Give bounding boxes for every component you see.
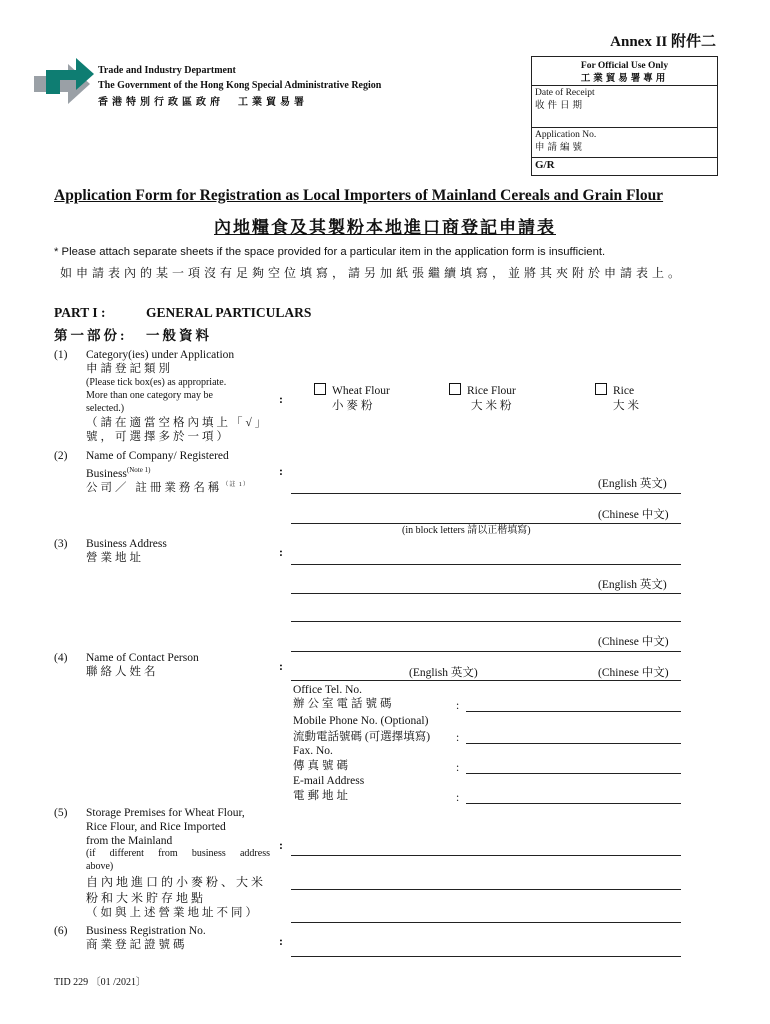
rice-flour-label-zh: 大米粉	[471, 400, 515, 412]
rice-label-zh: 大米	[613, 400, 642, 412]
fax-colon: :	[456, 762, 460, 774]
gr-label: G/R	[535, 159, 555, 171]
dept-name-zh: 香港特別行政區政府 工業貿易署	[98, 97, 308, 108]
item-2-label-en-1: Name of Company/ Registered	[86, 450, 229, 462]
item-6-colon: :	[279, 934, 283, 948]
wheat-flour-checkbox[interactable]	[314, 383, 326, 395]
address-chinese-line-1[interactable]	[291, 621, 681, 622]
item-4-colon: :	[279, 659, 283, 673]
email-colon: :	[456, 792, 460, 804]
part-title-en: GENERAL PARTICULARS	[146, 305, 312, 320]
item-2-zh-sup: （註 1）	[222, 482, 250, 488]
application-no-label-zh: 申請編號	[535, 142, 586, 153]
item-5-label-zh-1: 自內地進口的小麥粉、大米	[86, 875, 267, 889]
storage-premises-line-2[interactable]	[291, 889, 681, 890]
item-1-colon: :	[279, 392, 283, 406]
item-2-colon: :	[279, 464, 283, 478]
item-1-number: (1)	[54, 349, 68, 361]
contact-english-label: (English 英文)	[409, 667, 478, 679]
official-use-box	[531, 56, 718, 176]
storage-premises-line-1[interactable]	[291, 855, 681, 856]
email-label-zh: 電郵地址	[293, 790, 351, 802]
item-2-zh-text: 公司／ 註冊業務名稱	[86, 481, 223, 494]
item-1-label-en: Category(ies) under Application	[86, 349, 235, 361]
rice-flour-option[interactable]	[449, 383, 516, 398]
item-5-hint-2: above)	[86, 861, 114, 872]
office-tel-label-zh: 辦公室電話號碼	[293, 698, 395, 710]
item-3-label-zh: 營業地址	[86, 552, 144, 564]
storage-premises-line-3[interactable]	[291, 922, 681, 923]
address-english-line-2[interactable]	[291, 593, 681, 594]
application-no-label: Application No.	[535, 130, 597, 140]
wheat-flour-label: Wheat Flour	[332, 385, 390, 397]
block-letters-note: (in block letters 請以正楷填寫)	[402, 525, 531, 536]
part-title-zh: 一般資料	[146, 328, 212, 343]
mobile-label-zh: 流動電話號碼 (可選擇填寫)	[293, 731, 431, 743]
item-5-hint-1: (if different from business address	[86, 848, 270, 859]
item-2-note-sup: (Note 1)	[126, 466, 151, 474]
rice-checkbox[interactable]	[595, 383, 607, 395]
form-title-zh: 內地糧食及其製粉本地進口商登記申請表	[214, 218, 556, 237]
item-2-business: Business	[86, 467, 127, 480]
item-5-label-en-2: Rice Flour, and Rice Imported	[86, 821, 226, 833]
business-registration-field[interactable]	[291, 956, 681, 957]
item-1-hint-zh-1: （請在適當空格內填上「√」	[86, 417, 270, 429]
office-tel-colon: :	[456, 700, 460, 712]
wheat-flour-option[interactable]	[314, 383, 390, 398]
office-tel-field[interactable]	[466, 711, 681, 712]
date-of-receipt-label: Date of Receipt	[535, 88, 595, 98]
rice-flour-label: Rice Flour	[467, 385, 516, 397]
attach-sheets-note-en: * Please attach separate sheets if the space provided for a particular item in the application form is insufficient.	[54, 246, 606, 258]
annex-label: Annex II 附件二	[610, 34, 716, 50]
item-1-label-zh: 申請登記類別	[86, 363, 173, 375]
address-chinese-label: (Chinese 中文)	[598, 636, 669, 648]
address-chinese-line-2[interactable]	[291, 651, 681, 652]
email-field[interactable]	[466, 803, 681, 804]
item-3-number: (3)	[54, 538, 68, 550]
item-1-hint-zh-2: 號，可選擇多於一項）	[86, 431, 231, 443]
item-3-label-en: Business Address	[86, 538, 167, 550]
item-5-colon: :	[279, 838, 283, 852]
rice-flour-checkbox[interactable]	[449, 383, 461, 395]
gov-name-en: The Government of the Hong Kong Special Administrative Region	[98, 80, 382, 91]
company-name-english-label: (English 英文)	[598, 478, 667, 490]
contact-chinese-label: (Chinese 中文)	[598, 667, 669, 679]
wheat-flour-label-zh: 小麥粉	[332, 400, 376, 412]
item-1-hint-2: More than one category may be	[86, 390, 213, 401]
attach-sheets-note-zh: 如申請表內的某一項沒有足夠空位填寫，請另加紙張繼續填寫，並將其夾附於申請表上。	[60, 266, 685, 280]
rice-label: Rice	[613, 385, 635, 397]
dept-name-en: Trade and Industry Department	[98, 65, 236, 76]
item-2-number: (2)	[54, 450, 68, 462]
part-label-zh: 第一部份:	[54, 328, 128, 343]
email-label: E-mail Address	[293, 775, 365, 787]
item-1-hint-3: selected.)	[86, 403, 125, 414]
form-code-footer: TID 229 〔01 /2021〕	[54, 977, 146, 988]
item-4-label-en: Name of Contact Person	[86, 652, 199, 664]
official-use-title-zh: 工業貿易署專用	[580, 73, 669, 84]
mobile-colon: :	[456, 732, 460, 744]
office-tel-label: Office Tel. No.	[293, 684, 363, 696]
contact-name-field[interactable]	[291, 680, 681, 681]
fax-field[interactable]	[466, 773, 681, 774]
mobile-field[interactable]	[466, 743, 681, 744]
item-6-label-zh: 商業登記證號碼	[86, 939, 188, 951]
item-5-label-zh-3: （如與上述營業地址不同）	[86, 907, 260, 919]
company-name-english-field[interactable]	[291, 493, 681, 494]
part-label-en: PART I :	[54, 305, 106, 320]
date-of-receipt-label-zh: 收件日期	[535, 100, 586, 111]
fax-label: Fax. No.	[293, 745, 333, 757]
item-1-hint-1: (Please tick box(es) as appropriate.	[86, 377, 227, 388]
item-2-label-zh	[86, 478, 250, 495]
tid-logo	[30, 56, 94, 112]
item-5-label-en-1: Storage Premises for Wheat Flour,	[86, 807, 245, 819]
official-use-title-en: For Official Use Only	[580, 61, 669, 71]
item-5-label-zh-2: 粉和大米貯存地點	[86, 891, 207, 905]
fax-label-zh: 傳真號碼	[293, 760, 351, 772]
item-6-label-en: Business Registration No.	[86, 925, 206, 937]
item-4-number: (4)	[54, 652, 68, 664]
item-5-label-en-3: from the Mainland	[86, 835, 173, 847]
rice-option[interactable]	[595, 383, 634, 398]
item-4-label-zh: 聯絡人姓名	[86, 666, 159, 678]
company-name-chinese-field[interactable]	[291, 523, 681, 524]
mobile-label: Mobile Phone No. (Optional)	[293, 715, 429, 727]
item-5-number: (5)	[54, 807, 68, 819]
address-english-line-1[interactable]	[291, 564, 681, 565]
item-3-colon: :	[279, 545, 283, 559]
company-name-chinese-label: (Chinese 中文)	[598, 509, 669, 521]
address-english-label: (English 英文)	[598, 579, 667, 591]
form-title-en: Application Form for Registration as Local Importers of Mainland Cereals and Grain Flour	[54, 187, 664, 204]
item-6-number: (6)	[54, 925, 68, 937]
